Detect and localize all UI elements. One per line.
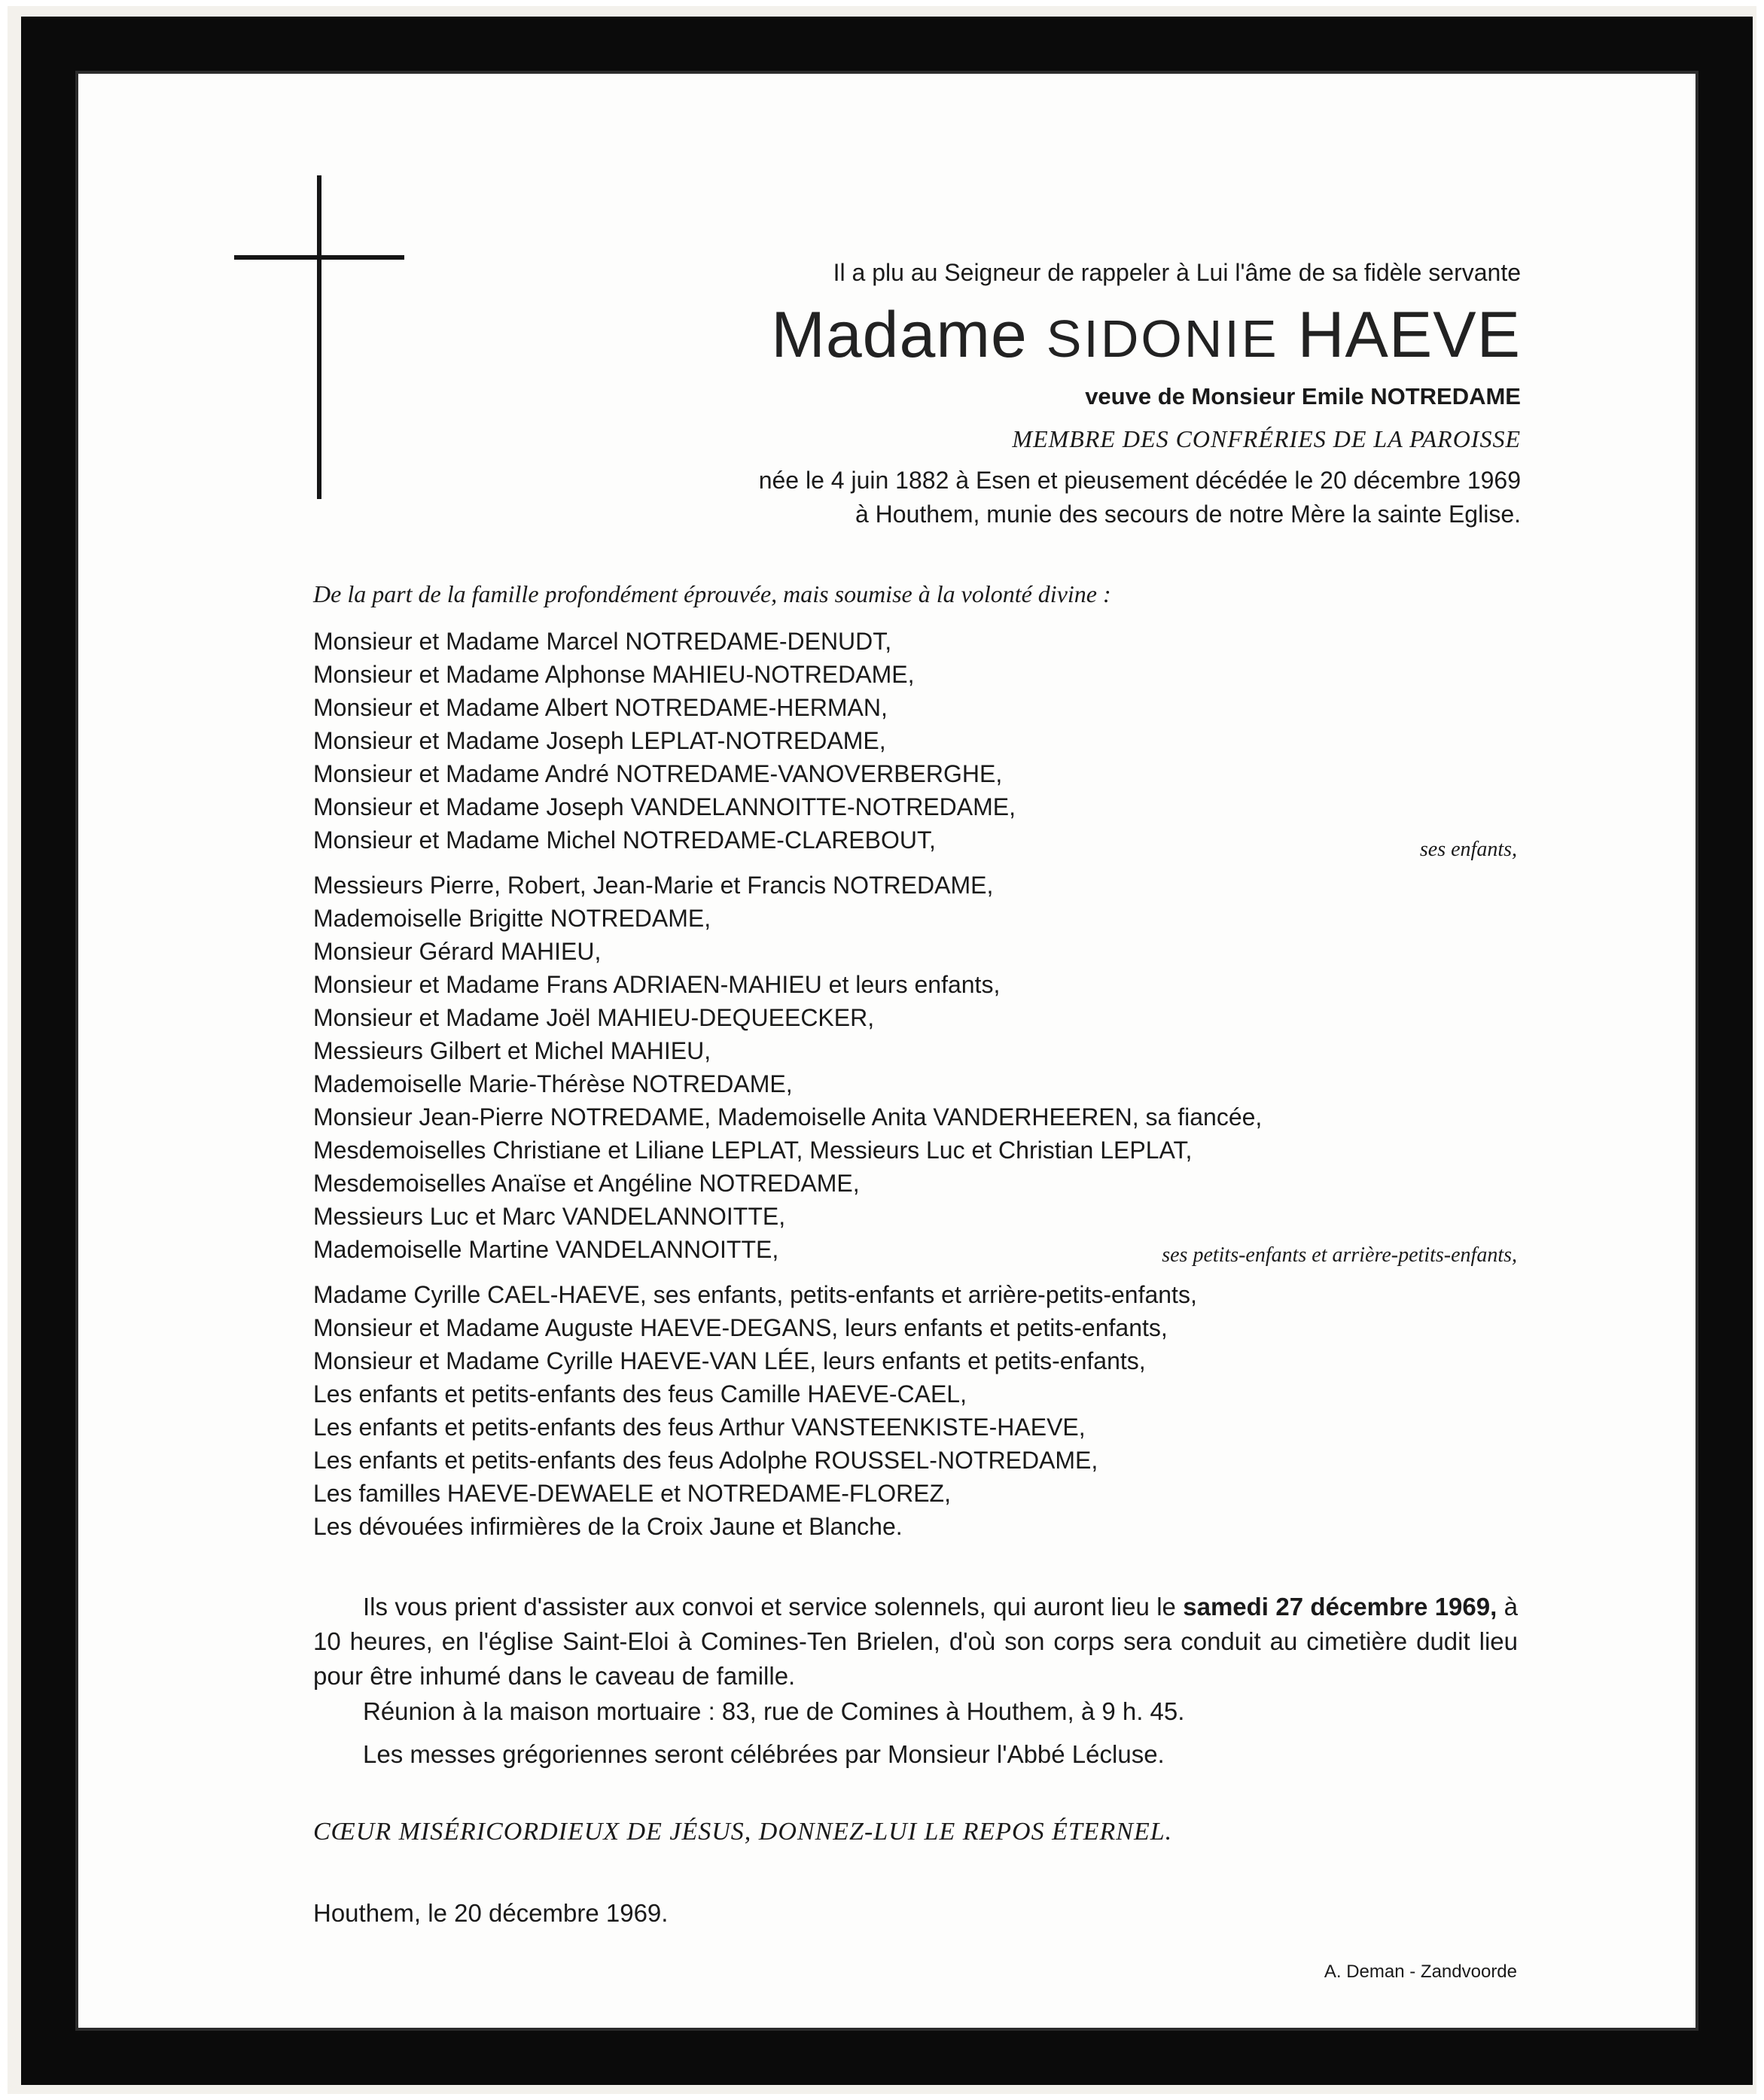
- list-item: Monsieur et Madame Joseph VANDELANNOITTE-NOTREDAME,: [313, 793, 1016, 820]
- list-item: Monsieur et Madame Alphonse MAHIEU-NOTREDAME,: [313, 661, 915, 688]
- name-last: HAEVE: [1297, 299, 1521, 371]
- name-prefix: Madame: [771, 299, 1028, 371]
- meeting-info: Réunion à la maison mortuaire : 83, rue de Comines à Houthem, à 9 h. 45.: [363, 1697, 1185, 1725]
- masses-info: Les messes grégoriennes seront célébrées par Monsieur l'Abbé Lécluse.: [363, 1740, 1165, 1768]
- list-item: Monsieur et Madame Marcel NOTREDAME-DENUDT,: [313, 628, 892, 655]
- list-item: Les enfants et petits-enfants des feus Arthur VANSTEENKISTE-HAEVE,: [313, 1414, 1086, 1441]
- dates-line-2: à Houthem, munie des secours de notre Mère la sainte Eglise.: [855, 501, 1521, 528]
- list-item: Mesdemoiselles Anaïse et Angéline NOTREDAME,: [313, 1170, 860, 1197]
- cross-icon: [317, 175, 321, 499]
- grandchildren-label: ses petits-enfants et arrière-petits-enfants,: [1162, 1243, 1517, 1267]
- membership: MEMBRE DES CONFRÉRIES DE LA PAROISSE: [1012, 425, 1521, 452]
- family-intro: De la part de la famille profondément éprouvée, mais soumise à la volonté divine :: [313, 580, 1111, 607]
- service-text-after: à 10 heures, en l'église Saint-Eloi à Comines-Ten Brielen, d'où son corps sera conduit au cimetière dudit lieu pour être inhumé dans le caveau de famille.: [313, 1593, 1518, 1690]
- list-item: Monsieur et Madame Auguste HAEVE-DEGANS, leurs enfants et petits-enfants,: [313, 1314, 1168, 1341]
- list-item: Monsieur et Madame Albert NOTREDAME-HERMAN,: [313, 694, 888, 721]
- list-item: Monsieur et Madame Joël MAHIEU-DEQUEECKER,: [313, 1004, 875, 1031]
- list-item: Les enfants et petits-enfants des feus Camille HAEVE-CAEL,: [313, 1380, 967, 1408]
- widow-of: veuve de Monsieur Emile NOTREDAME: [1085, 383, 1521, 409]
- list-item: Messieurs Gilbert et Michel MAHIEU,: [313, 1037, 711, 1064]
- service-text-before: Ils vous prient d'assister aux convoi et service solennels, qui auront lieu le: [363, 1593, 1184, 1621]
- list-item: Mademoiselle Brigitte NOTREDAME,: [313, 905, 711, 932]
- prayer: CŒUR MISÉRICORDIEUX DE JÉSUS, DONNEZ-LUI LE REPOS ÉTERNEL.: [313, 1818, 1173, 1846]
- list-item: Monsieur et Madame Cyrille HAEVE-VAN LÉE, leurs enfants et petits-enfants,: [313, 1347, 1146, 1374]
- name-first: SIDONIE: [1046, 309, 1279, 368]
- cross-icon-bar: [234, 255, 404, 260]
- list-item: Monsieur et Madame André NOTREDAME-VANOVERBERGHE,: [313, 760, 1003, 787]
- dates-line-1: née le 4 juin 1882 à Esen et pieusement décédée le 20 décembre 1969: [758, 467, 1521, 494]
- service-date: samedi 27 décembre 1969,: [1183, 1593, 1497, 1621]
- list-item: Monsieur et Madame Michel NOTREDAME-CLAREBOUT,: [313, 826, 936, 854]
- list-item: Monsieur et Madame Joseph LEPLAT-NOTREDAME,: [313, 727, 886, 754]
- list-item: Les enfants et petits-enfants des feus Adolphe ROUSSEL-NOTREDAME,: [313, 1447, 1098, 1474]
- intro-text: Il a plu au Seigneur de rappeler à Lui l'âme de sa fidèle servante: [833, 259, 1521, 286]
- list-item: Messieurs Pierre, Robert, Jean-Marie et Francis NOTREDAME,: [313, 872, 994, 899]
- list-item: Madame Cyrille CAEL-HAEVE, ses enfants, petits-enfants et arrière-petits-enfants,: [313, 1281, 1197, 1308]
- place-date: Houthem, le 20 décembre 1969.: [313, 1899, 669, 1927]
- children-label: ses enfants,: [1419, 838, 1517, 861]
- printer-credit: A. Deman - Zandvoorde: [1324, 1962, 1517, 1982]
- list-item: Monsieur et Madame Frans ADRIAEN-MAHIEU et leurs enfants,: [313, 971, 1001, 998]
- list-item: Mademoiselle Marie-Thérèse NOTREDAME,: [313, 1070, 793, 1097]
- service-paragraph: [313, 1590, 1518, 1694]
- list-item: Monsieur Gérard MAHIEU,: [313, 938, 602, 965]
- list-item: Les dévouées infirmières de la Croix Jaune et Blanche.: [313, 1513, 903, 1540]
- list-item: Messieurs Luc et Marc VANDELANNOITTE,: [313, 1203, 786, 1230]
- list-item: Les familles HAEVE-DEWAELE et NOTREDAME-FLOREZ,: [313, 1480, 951, 1507]
- list-item: Mademoiselle Martine VANDELANNOITTE,: [313, 1236, 779, 1263]
- list-item: Monsieur Jean-Pierre NOTREDAME, Mademoiselle Anita VANDERHEEREN, sa fiancée,: [313, 1103, 1263, 1131]
- list-item: Mesdemoiselles Christiane et Liliane LEPLAT, Messieurs Luc et Christian LEPLAT,: [313, 1137, 1193, 1164]
- deceased-name: [595, 294, 1521, 380]
